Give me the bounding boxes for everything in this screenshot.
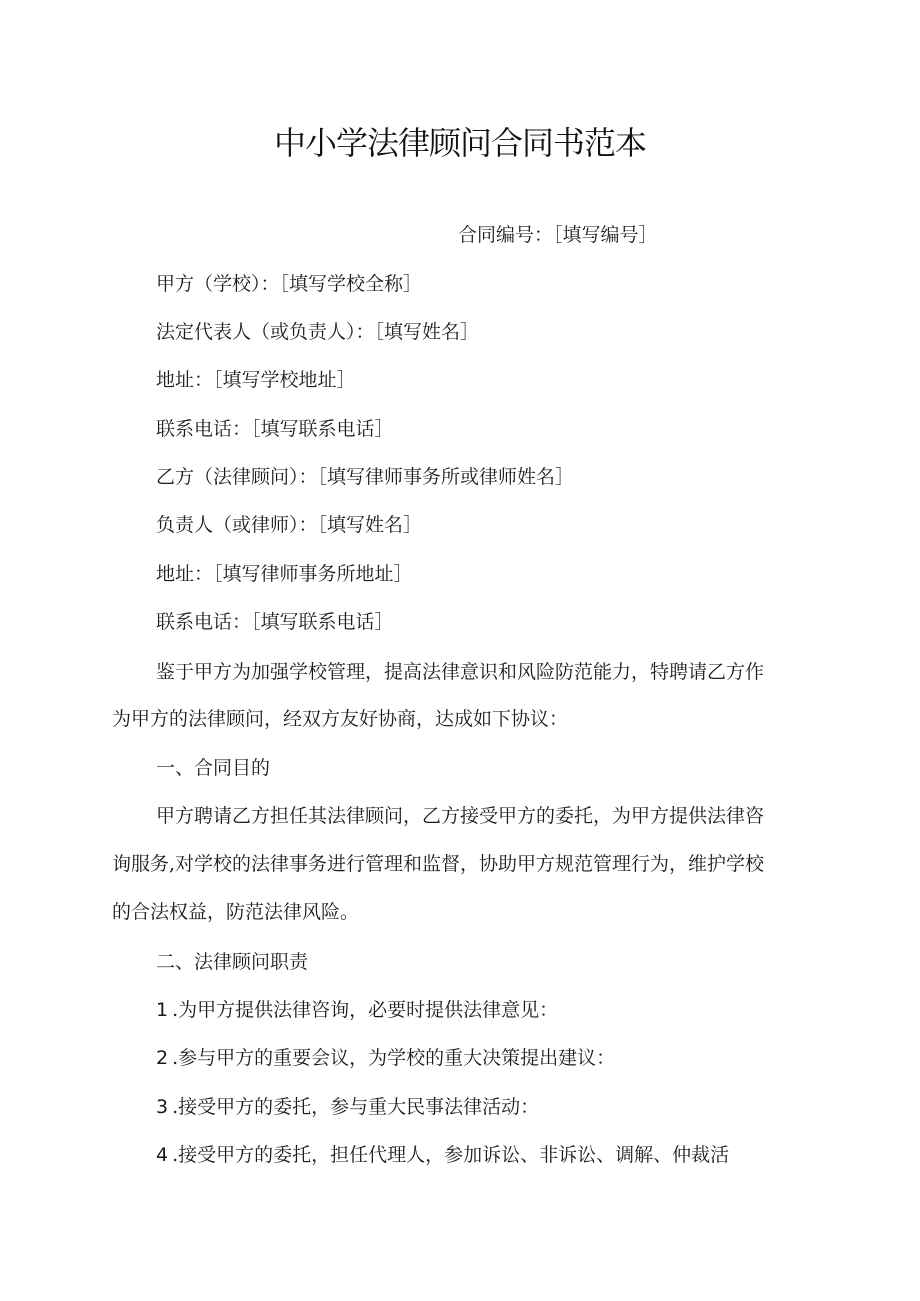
preamble-line-2: 为甲方的法律顾问，经双方友好协商，达成如下协议： — [112, 708, 569, 730]
party-a-representative: 法定代表人（或负责人）：［填写姓名］ — [156, 321, 480, 343]
duty-item-text: .为甲方提供法律咨询，必要时提供法律意见： — [172, 999, 559, 1021]
duty-item-3 — [156, 1094, 539, 1120]
duty-item-text: .接受甲方的委托，参与重大民事法律活动： — [172, 1096, 540, 1118]
party-b-phone: 联系电话：［填写联系电话］ — [156, 611, 394, 633]
duty-item-4 — [156, 1142, 729, 1168]
duty-item-number: 1 — [156, 999, 169, 1021]
duty-item-number: 4 — [156, 1144, 169, 1166]
section-2-heading: 二、法律顾问职责 — [156, 951, 309, 973]
contract-number: 合同编号：［填写编号］ — [458, 224, 658, 246]
preamble-line-1: 鉴于甲方为加强学校管理，提高法律意识和风险防范能力，特聘请乙方作 — [156, 661, 765, 683]
section-1-line-3: 的合法权益，防范法律风险。 — [112, 901, 360, 923]
party-b-representative: 负责人（或律师）：［填写姓名］ — [156, 514, 423, 536]
duty-item-1 — [156, 997, 558, 1023]
duty-item-number: 3 — [156, 1096, 169, 1118]
document-title: 中小学法律顾问合同书范本 — [273, 124, 646, 162]
party-b-name: 乙方（法律顾问）：［填写律师事务所或律师姓名］ — [156, 466, 575, 488]
duty-item-2 — [156, 1045, 615, 1071]
section-1-line-2: 询服务,对学校的法律事务进行管理和监督，协助甲方规范管理行为，维护学校 — [112, 853, 765, 875]
duty-item-text: .参与甲方的重要会议，为学校的重大决策提出建议： — [172, 1047, 616, 1069]
duty-item-text: .接受甲方的委托，担任代理人，参加诉讼、非诉讼、调解、仲裁活 — [172, 1144, 730, 1166]
section-1-heading: 一、合同目的 — [156, 757, 271, 779]
party-a-address: 地址：［填写学校地址］ — [156, 369, 356, 391]
party-a-phone: 联系电话：［填写联系电话］ — [156, 418, 394, 440]
duty-item-number: 2 — [156, 1047, 169, 1069]
section-1-line-1: 甲方聘请乙方担任其法律顾问，乙方接受甲方的委托，为甲方提供法律咨 — [156, 805, 765, 827]
party-b-address: 地址：［填写律师事务所地址］ — [156, 563, 413, 585]
party-a-name: 甲方（学校）：［填写学校全称］ — [156, 273, 423, 295]
